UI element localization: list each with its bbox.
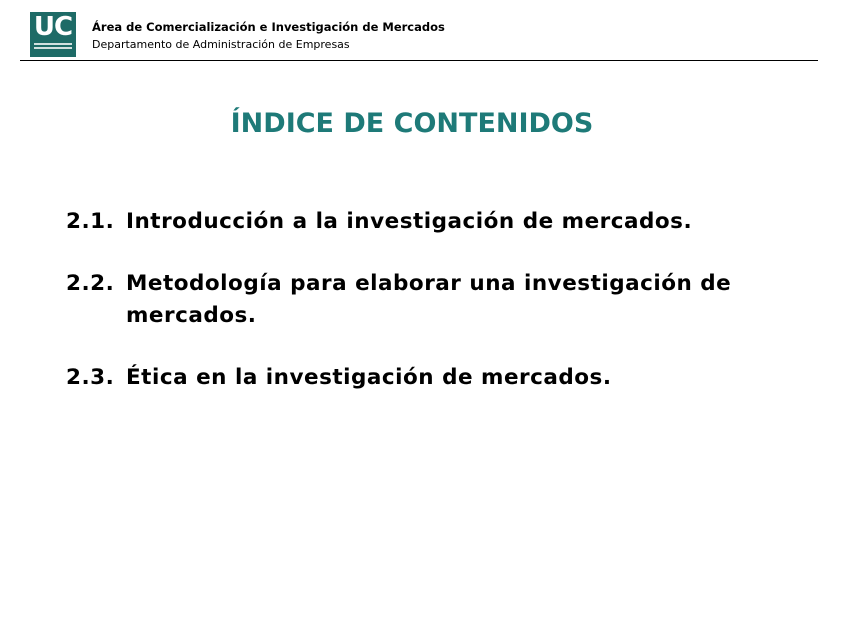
toc-item-text: Introducción a la investigación de mercados. [126, 209, 693, 234]
department-name: Departamento de Administración de Empresas [92, 38, 350, 51]
area-name: Área de Comercialización e Investigación de Mercados [92, 20, 445, 34]
toc-item-number: 2.2. [66, 271, 115, 296]
table-of-contents [66, 206, 786, 424]
header-text [92, 18, 445, 53]
toc-item [66, 206, 786, 238]
toc-item-text: Metodología para elaborar una investigación de mercados. [126, 271, 732, 328]
logo-lettering-graphic [34, 43, 72, 53]
logo-letters: UC [33, 12, 73, 42]
toc-item-number: 2.3. [66, 365, 115, 390]
page-title: ÍNDICE DE CONTENIDOS [230, 108, 594, 139]
toc-item-text: Ética en la investigación de mercados. [126, 365, 612, 390]
toc-item-number: 2.1. [66, 209, 115, 234]
header-divider [20, 60, 818, 61]
header [0, 0, 848, 62]
toc-item [66, 268, 786, 332]
toc-item [66, 362, 786, 394]
university-logo [30, 12, 76, 57]
